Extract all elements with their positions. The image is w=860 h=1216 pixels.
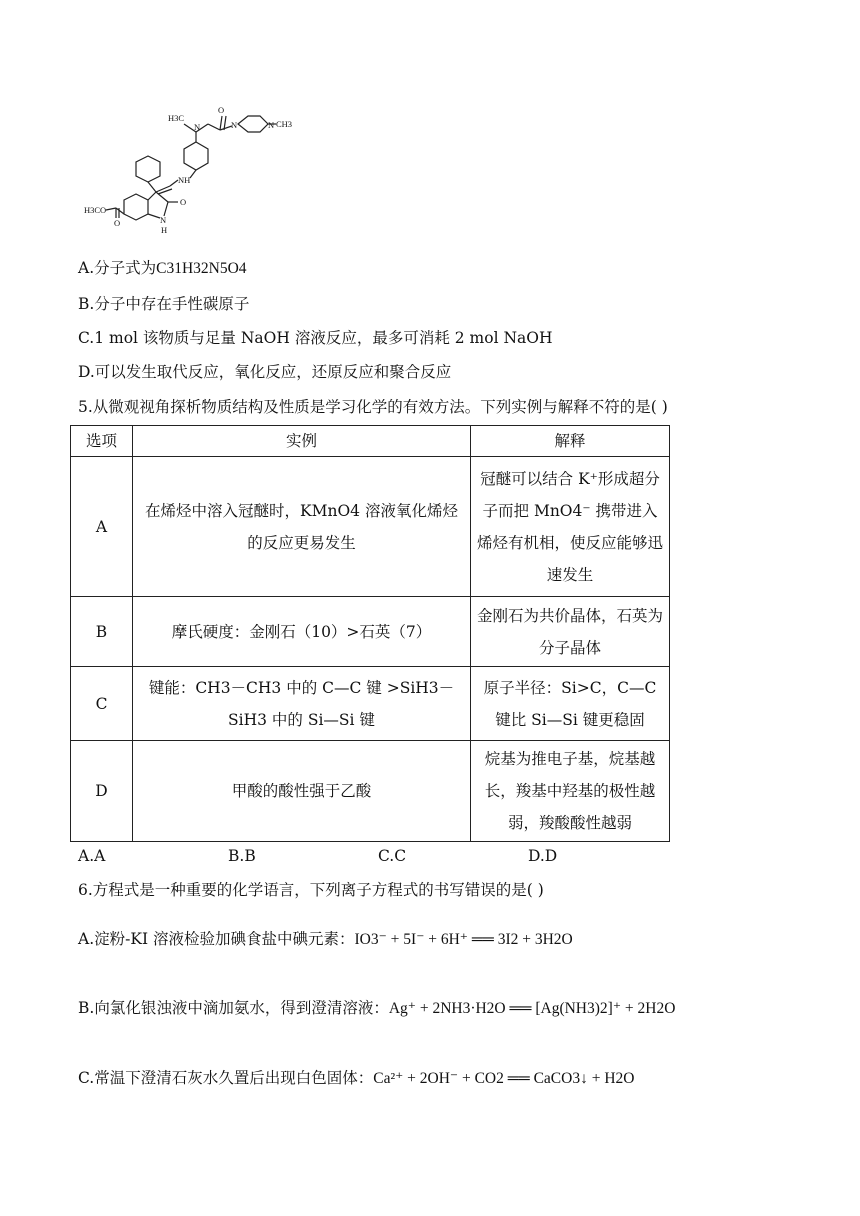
row-b-explanation: 金刚石为共价晶体，石英为分子晶体 (471, 597, 670, 667)
label-n-pip1: N (231, 120, 238, 130)
label-o-ester: O (114, 218, 121, 228)
row-d-example: 甲酸的酸性强于乙酸 (133, 741, 471, 842)
row-a-explanation: 冠醚可以结合 K⁺形成超分子而把 MnO4⁻ 携带进入烯烃有机相，使反应能够迅速发生 (471, 457, 670, 597)
q6-option-a: A.淀粉-KI 溶液检验加碘食盐中碘元素：IO3⁻ + 5I⁻ + 6H⁺ ══ 3I2 + 3H2O (78, 930, 573, 948)
q6-option-b: B.向氯化银浊液中滴加氨水，得到澄清溶液：Ag⁺ + 2NH3·H2O ══ [Ag(NH3)2]⁺ + 2H2O (78, 999, 676, 1017)
header-example: 实例 (133, 426, 471, 457)
choice-d: D.D (528, 847, 558, 865)
label-o-amide: O (218, 105, 225, 115)
table-row (71, 597, 670, 667)
label-o-lactam: O (180, 197, 187, 207)
choice-c: C.C (378, 847, 407, 865)
row-a-option: A (71, 457, 133, 597)
q4-option-d: D.可以发生取代反应，氧化反应，还原反应和聚合反应 (78, 363, 452, 381)
table-row (71, 667, 670, 741)
choice-b: B.B (228, 847, 256, 865)
row-c-option: C (71, 667, 133, 741)
q6-stem: 6.方程式是一种重要的化学语言，下列离子方程式的书写错误的是( ) (78, 881, 544, 899)
choice-a: A.A (78, 847, 106, 865)
row-d-option: D (71, 741, 133, 842)
label-nh: NH (178, 175, 191, 185)
label-n-ring: N (160, 215, 167, 225)
label-h3co: H3CO (84, 205, 107, 215)
row-c-example: 键能：CH3－CH3 中的 C—C 键 >SiH3－SiH3 中的 Si—Si 键 (133, 667, 471, 741)
table-header-row (71, 426, 670, 457)
label-h-ring: H (161, 225, 168, 235)
row-d-explanation: 烷基为推电子基，烷基越长，羧基中羟基的极性越弱，羧酸酸性越弱 (471, 741, 670, 842)
row-a-example: 在烯烃中溶入冠醚时，KMnO4 溶液氧化烯烃的反应更易发生 (133, 457, 471, 597)
label-h3c: H3C (168, 113, 185, 123)
header-explanation: 解释 (471, 426, 670, 457)
table-row (71, 741, 670, 842)
q5-table (70, 425, 670, 842)
row-b-option: B (71, 597, 133, 667)
molecular-structure (76, 100, 296, 245)
label-ch3: CH3 (276, 119, 293, 129)
q4-option-b: B.分子中存在手性碳原子 (78, 295, 250, 313)
label-n-amide: N (194, 122, 201, 132)
q5-stem: 5.从微观视角探析物质结构及性质是学习化学的有效方法。下列实例与解释不符的是( ) (78, 398, 668, 416)
q4-option-c: C.1 mol 该物质与足量 NaOH 溶液反应，最多可消耗 2 mol NaOH (78, 329, 553, 347)
row-b-example: 摩氏硬度：金刚石（10）>石英（7） (133, 597, 471, 667)
label-n-pip2: N (268, 120, 275, 130)
table-row (71, 457, 670, 597)
q6-option-c: C.常温下澄清石灰水久置后出现白色固体：Ca²⁺ + 2OH⁻ + CO2 ══ CaCO3↓ + H2O (78, 1069, 635, 1087)
header-option: 选项 (71, 426, 133, 457)
q4-option-a: A.分子式为C31H32N5O4 (78, 259, 247, 277)
q5-choices (78, 847, 698, 869)
row-c-explanation: 原子半径：Si>C，C—C 键比 Si—Si 键更稳固 (471, 667, 670, 741)
